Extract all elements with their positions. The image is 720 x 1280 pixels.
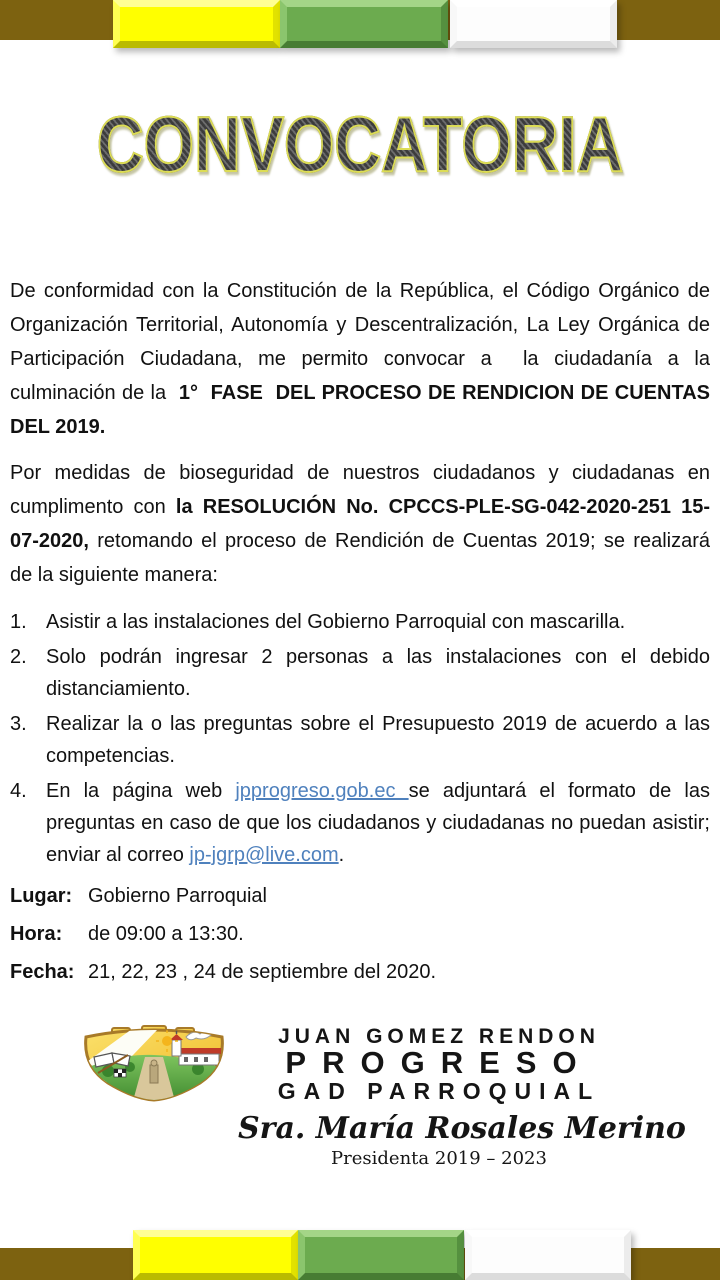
paragraph-legal-text: De conformidad con la Constitución de la República, el Código Orgánico de Organización Territorial, Autonomía y Descentralización, La Ley Orgánica de Participación Ciudadana, me permito convocar a la ciudadanía a la culminación de la [10, 280, 710, 404]
list-item-3 [10, 708, 710, 772]
website-link[interactable]: jpprogreso.gob.ec [235, 780, 409, 802]
detail-value-fecha: 21, 22, 23 , 24 de septiembre del 2020. [88, 961, 437, 983]
list-item-text: Asistir a las instalaciones del Gobierno Parroquial con mascarilla. [46, 611, 626, 633]
parish-crest-logo [78, 1025, 230, 1103]
resolution-number: la RESOLUCIÓN No. CPCCS-PLE-SG-042-2020-251 15-07-2020, [10, 496, 710, 552]
president-role: Presidenta 2019 – 2023 [331, 1148, 547, 1169]
banner-block-yellow [113, 0, 280, 48]
list-item-4-text-a: En la página web [46, 780, 236, 802]
detail-label-fecha: Fecha: [10, 961, 75, 983]
org-name-line3: GAD PARROQUIAL [277, 1078, 601, 1104]
org-text-column [238, 1025, 686, 1170]
list-item-1 [10, 606, 710, 638]
detail-fecha [10, 953, 710, 991]
paragraph-legal-bold: 1° FASE DEL PROCESO DE RENDICION DE CUENTAS DEL 2019. [10, 382, 710, 438]
list-item-text: Solo podrán ingresar 2 personas a las instalaciones con el debido distanciamiento. [46, 646, 710, 700]
list-item-4-text-b: se adjuntará el formato de las preguntas en caso de que los ciudadanos y ciudadanas no puedan asistir; enviar al correo [46, 780, 710, 866]
crest-checker-flag [114, 1069, 126, 1077]
body-content [10, 274, 710, 991]
list-item-text: Realizar la o las preguntas sobre el Presupuesto 2019 de acuerdo a las competencias. [46, 713, 710, 767]
detail-label-lugar: Lugar: [10, 885, 73, 907]
detail-lugar [10, 877, 710, 915]
list-item-4-text-c: . [338, 844, 345, 866]
banner-block-yellow [133, 1230, 298, 1280]
footer-logo-block [78, 1020, 686, 1170]
page-title: CONVOCATORIA [96, 100, 624, 188]
detail-value-lugar: Gobierno Parroquial [88, 885, 267, 907]
list-item-4 [10, 775, 710, 871]
email-link[interactable]: jp-jgrp@live.com [189, 844, 339, 866]
list-item-2 [10, 641, 710, 705]
president-signature: Sra. María Rosales Merino [238, 1111, 686, 1146]
event-details [10, 877, 710, 991]
org-name-line1: JUAN GOMEZ RENDON [278, 1025, 600, 1048]
instructions-list [10, 606, 710, 871]
detail-value-hora: de 09:00 a 13:30. [88, 923, 244, 945]
banner-block-green [298, 1230, 464, 1280]
list-item-text [46, 775, 710, 871]
detail-label-hora: Hora: [10, 923, 63, 945]
paragraph-biosecurity-text-2: retomando el proceso de Rendición de Cuentas 2019; se realizará de la siguiente manera: [10, 530, 710, 586]
detail-hora [10, 915, 710, 953]
banner-block-white [465, 1230, 631, 1280]
list-item-number: 3. [10, 713, 27, 735]
title-wrap [0, 100, 720, 190]
org-name-line2: PROGRESO [285, 1045, 593, 1080]
list-item-number: 2. [10, 646, 27, 668]
banner-block-green [280, 0, 448, 48]
paragraph-biosecurity [10, 456, 710, 592]
paragraph-legal-basis [10, 274, 710, 444]
banner-block-white [450, 0, 617, 48]
paragraph-biosecurity-text-1: Por medidas de bioseguridad de nuestros ciudadanos y ciudadanas en cumplimento con [10, 462, 710, 518]
list-item-number: 1. [10, 611, 27, 633]
list-item-number: 4. [10, 780, 27, 802]
